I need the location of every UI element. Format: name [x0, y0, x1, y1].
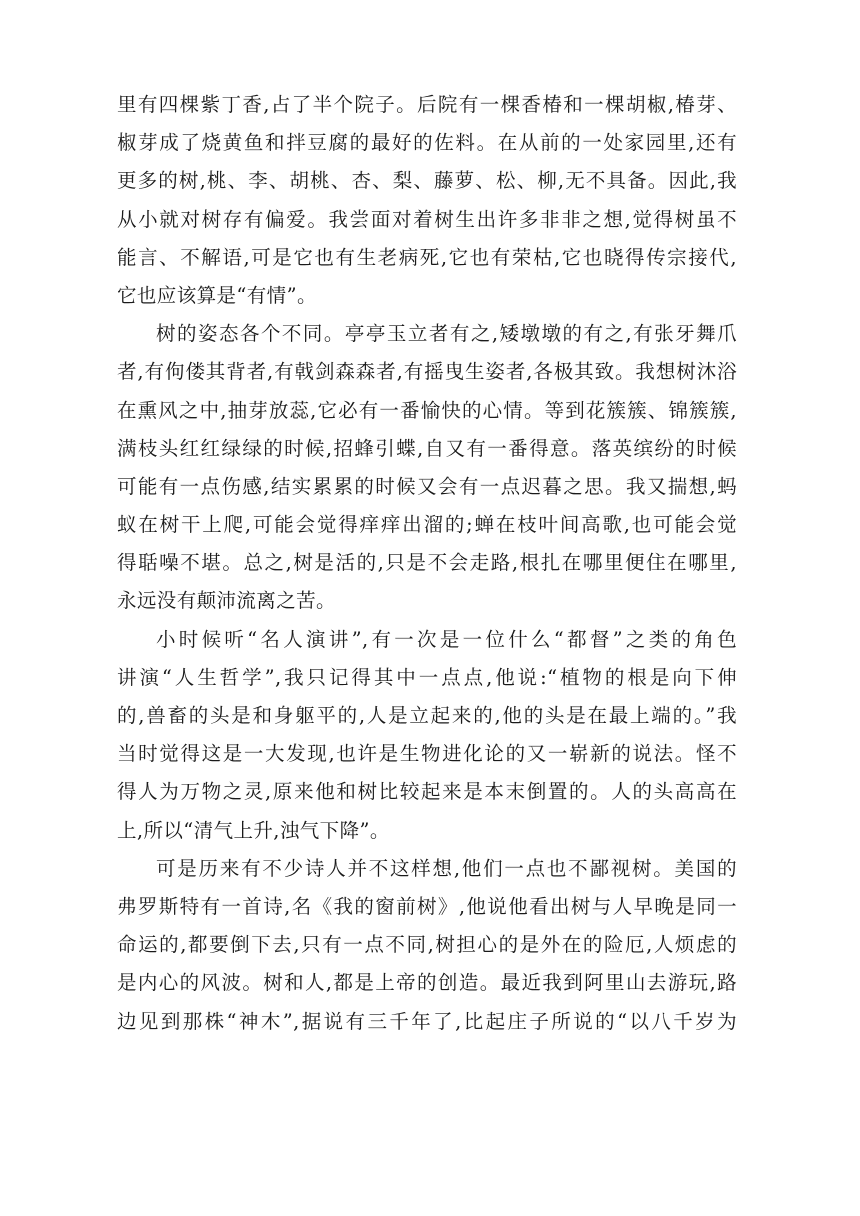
text-line: 得聒噪不堪。总之,树是活的,只是不会走路,根扎在哪里便住在哪里,	[117, 551, 737, 575]
text-line: 里有四棵紫丁香,占了半个院子。后院有一棵香椿和一棵胡椒,椿芽、	[117, 93, 737, 116]
text-line: 它也应该算是“有情”。	[117, 283, 317, 307]
paragraph	[117, 621, 737, 850]
text-line: 更多的树,桃、李、胡桃、杏、梨、藤萝、松、柳,无不具备。因此,我	[117, 169, 737, 193]
text-line: 当时觉得这是一大发现,也许是生物进化论的又一崭新的说法。怪不	[117, 742, 737, 766]
text-line: 得人为万物之灵,原来他和树比较起来是本末倒置的。人的头高高在	[117, 780, 737, 804]
text-line: 讲演“人生哲学”,我只记得其中一点点,他说:“植物的根是向下伸	[117, 665, 737, 689]
text-line: 上,所以“清气上升,浊气下降”。	[117, 818, 390, 842]
text-line: 永远没有颠沛流离之苦。	[117, 589, 336, 613]
text-line: 树的姿态各个不同。亭亭玉立者有之,矮墩墩的有之,有张牙舞爪	[156, 322, 737, 346]
document-body	[117, 86, 737, 1041]
paragraph	[117, 315, 737, 621]
text-line: 者,有佝偻其背者,有戟剑森森者,有摇曳生姿者,各极其致。我想树沐浴	[117, 360, 737, 384]
paragraph	[117, 850, 737, 1041]
text-line: 蚁在树干上爬,可能会觉得痒痒出溜的;蝉在枝叶间高歌,也可能会觉	[117, 513, 737, 537]
text-line: 椒芽成了烧黄鱼和拌豆腐的最好的佐料。在从前的一处家园里,还有	[117, 131, 737, 155]
text-line: 可能有一点伤感,结实累累的时候又会有一点迟暮之思。我又揣想,蚂	[117, 474, 737, 498]
text-line: 边见到那株“神木”,据说有三千年了,比起庄子所说的“以八千岁为	[117, 1009, 737, 1033]
text-line: 满枝头红红绿绿的时候,招蜂引蝶,自又有一番得意。落英缤纷的时候	[117, 436, 737, 460]
paragraph	[117, 86, 737, 315]
text-line: 命运的,都要倒下去,只有一点不同,树担心的是外在的险厄,人烦虑的	[117, 933, 737, 957]
text-line: 能言、不解语,可是它也有生老病死,它也有荣枯,它也晓得传宗接代,	[117, 245, 737, 269]
text-line: 从小就对树存有偏爱。我尝面对着树生出许多非非之想,觉得树虽不	[117, 207, 737, 231]
text-line: 是内心的风波。树和人,都是上帝的创造。最近我到阿里山去游玩,路	[117, 971, 737, 995]
text-line: 的,兽畜的头是和身躯平的,人是立起来的,他的头是在最上端的。”我	[117, 704, 737, 727]
text-line: 在熏风之中,抽芽放蕊,它必有一番愉快的心情。等到花簇簇、锦簇簇,	[117, 398, 737, 422]
text-line: 小时候听“名人演讲”,有一次是一位什么“都督”之类的角色	[156, 627, 737, 651]
text-line: 可是历来有不少诗人并不这样想,他们一点也不鄙视树。美国的	[156, 856, 737, 880]
text-line: 弗罗斯特有一首诗,名《我的窗前树》,他说他看出树与人早晚是同一	[117, 894, 737, 918]
